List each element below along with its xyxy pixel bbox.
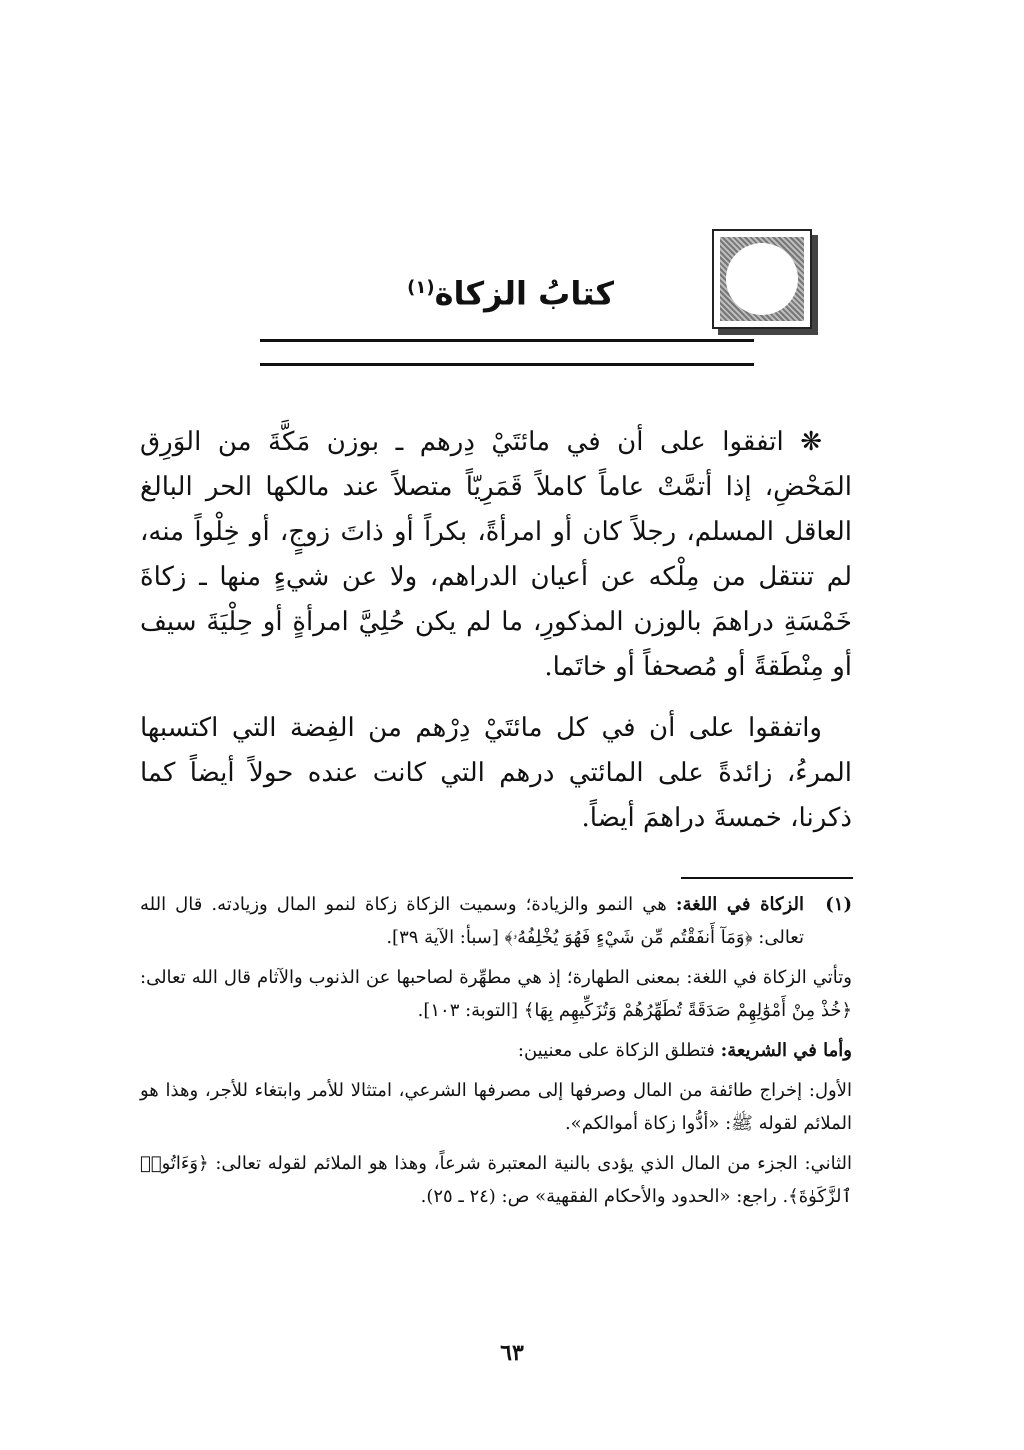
emblem-hatched-square [720,237,804,321]
footnote-marker: (١) [825,894,852,915]
footnote-para-3-label: وأما في الشريعة: [720,1040,852,1061]
page-number: ٦٣ [500,1340,524,1366]
emblem-circle-icon [726,243,798,315]
title-rule-bottom [260,363,754,366]
footnotes [140,888,852,1220]
chapter-emblem [712,229,812,329]
chapter-title-text: كتابُ الزكاة [434,274,614,313]
footnote-para-2: وتأتي الزكاة في اللغة: بمعنى الطهارة؛ إذ هي مطهِّرة لصاحبها عن الذنوب والآثام قال الله تعالى: ﴿خُذْ مِنْ أَمْوَٰلِهِمْ صَدَقَةً تُطَهِّرُهُمْ وَتُزَكِّيهِم بِهَا﴾ [التوبة: ١٠٣]. [140,967,852,1021]
footnote-para-5: الثاني: الجزء من المال الذي يؤدى بالنية المعتبرة شرعاً، وهذا هو الملائم لقوله تعالى: ﴿وَءَاتُوا۟ ٱلزَّكَوٰةَ﴾. راجع: «الحدود والأحكام الفقهية» ص: (٢٤ ـ ٢٥). [140,1153,852,1207]
chapter-footnote-ref: (١) [407,277,435,298]
paragraph-1: ❋ اتفقوا على أن في مائتَيْ دِرهم ـ بوزن مَكَّةَ من الوَرِق المَحْضِ، إذا أتمَّتْ عاماً كاملاً قَمَرِيّاً متصلاً عند مالكها الحر البالغ العاقل المسلم، رجلاً كان أو امرأةً، بكراً أو ذاتَ زوجٍ، أو خِلْواً منه، لم تنتقل من مِلْكه عن أعيان الدراهم، ولا عن شيءٍ منها ـ زكاةَ خَمْسَةِ دراهمَ بالوزن المذكورِ، ما لم يكن حُلِيَّ امرأةٍ أو حِلْيَةَ سيف أو مِنْطَقةً أو مُصحفاً أو خاتَما. [140,427,852,682]
footnote-para-3 [140,1034,852,1067]
paragraph-2: واتفقوا على أن في كل مائتَيْ دِرْهم من الفِضة التي اكتسبها المرءُ، زائدةً على المائتي درهم التي كانت عنده حولاً أيضاً كما ذكرنا، خمسةَ دراهمَ أيضاً. [140,713,852,833]
footnote-1-text: هي النمو والزيادة؛ وسميت الزكاة زكاة لنمو المال وزيادته. قال الله تعالى: ﴿وَمَآ أَنفَقْتُم مِّن شَيْءٍ فَهُوَ يُخْلِفُهُۥ﴾ [سبأ: الآية ٣٩]. [140,894,804,948]
footnote-para-3-text: فتطلق الزكاة على معنيين: [517,1040,721,1061]
footnote-para-4: الأول: إخراج طائفة من المال وصرفها إلى مصرفها الشرعي، امتثالا للأمر وابتغاء للأجر، وهذا هو الملائم لقوله ﷺ: «أدُّوا زكاة أموالكم». [140,1080,852,1134]
footnote-1-label: الزكاة في اللغة: [675,894,805,915]
footnote-1 [140,888,852,954]
main-text [140,420,852,841]
footnote-separator [681,877,853,879]
chapter-title [407,268,614,314]
title-rule-top [260,339,754,342]
